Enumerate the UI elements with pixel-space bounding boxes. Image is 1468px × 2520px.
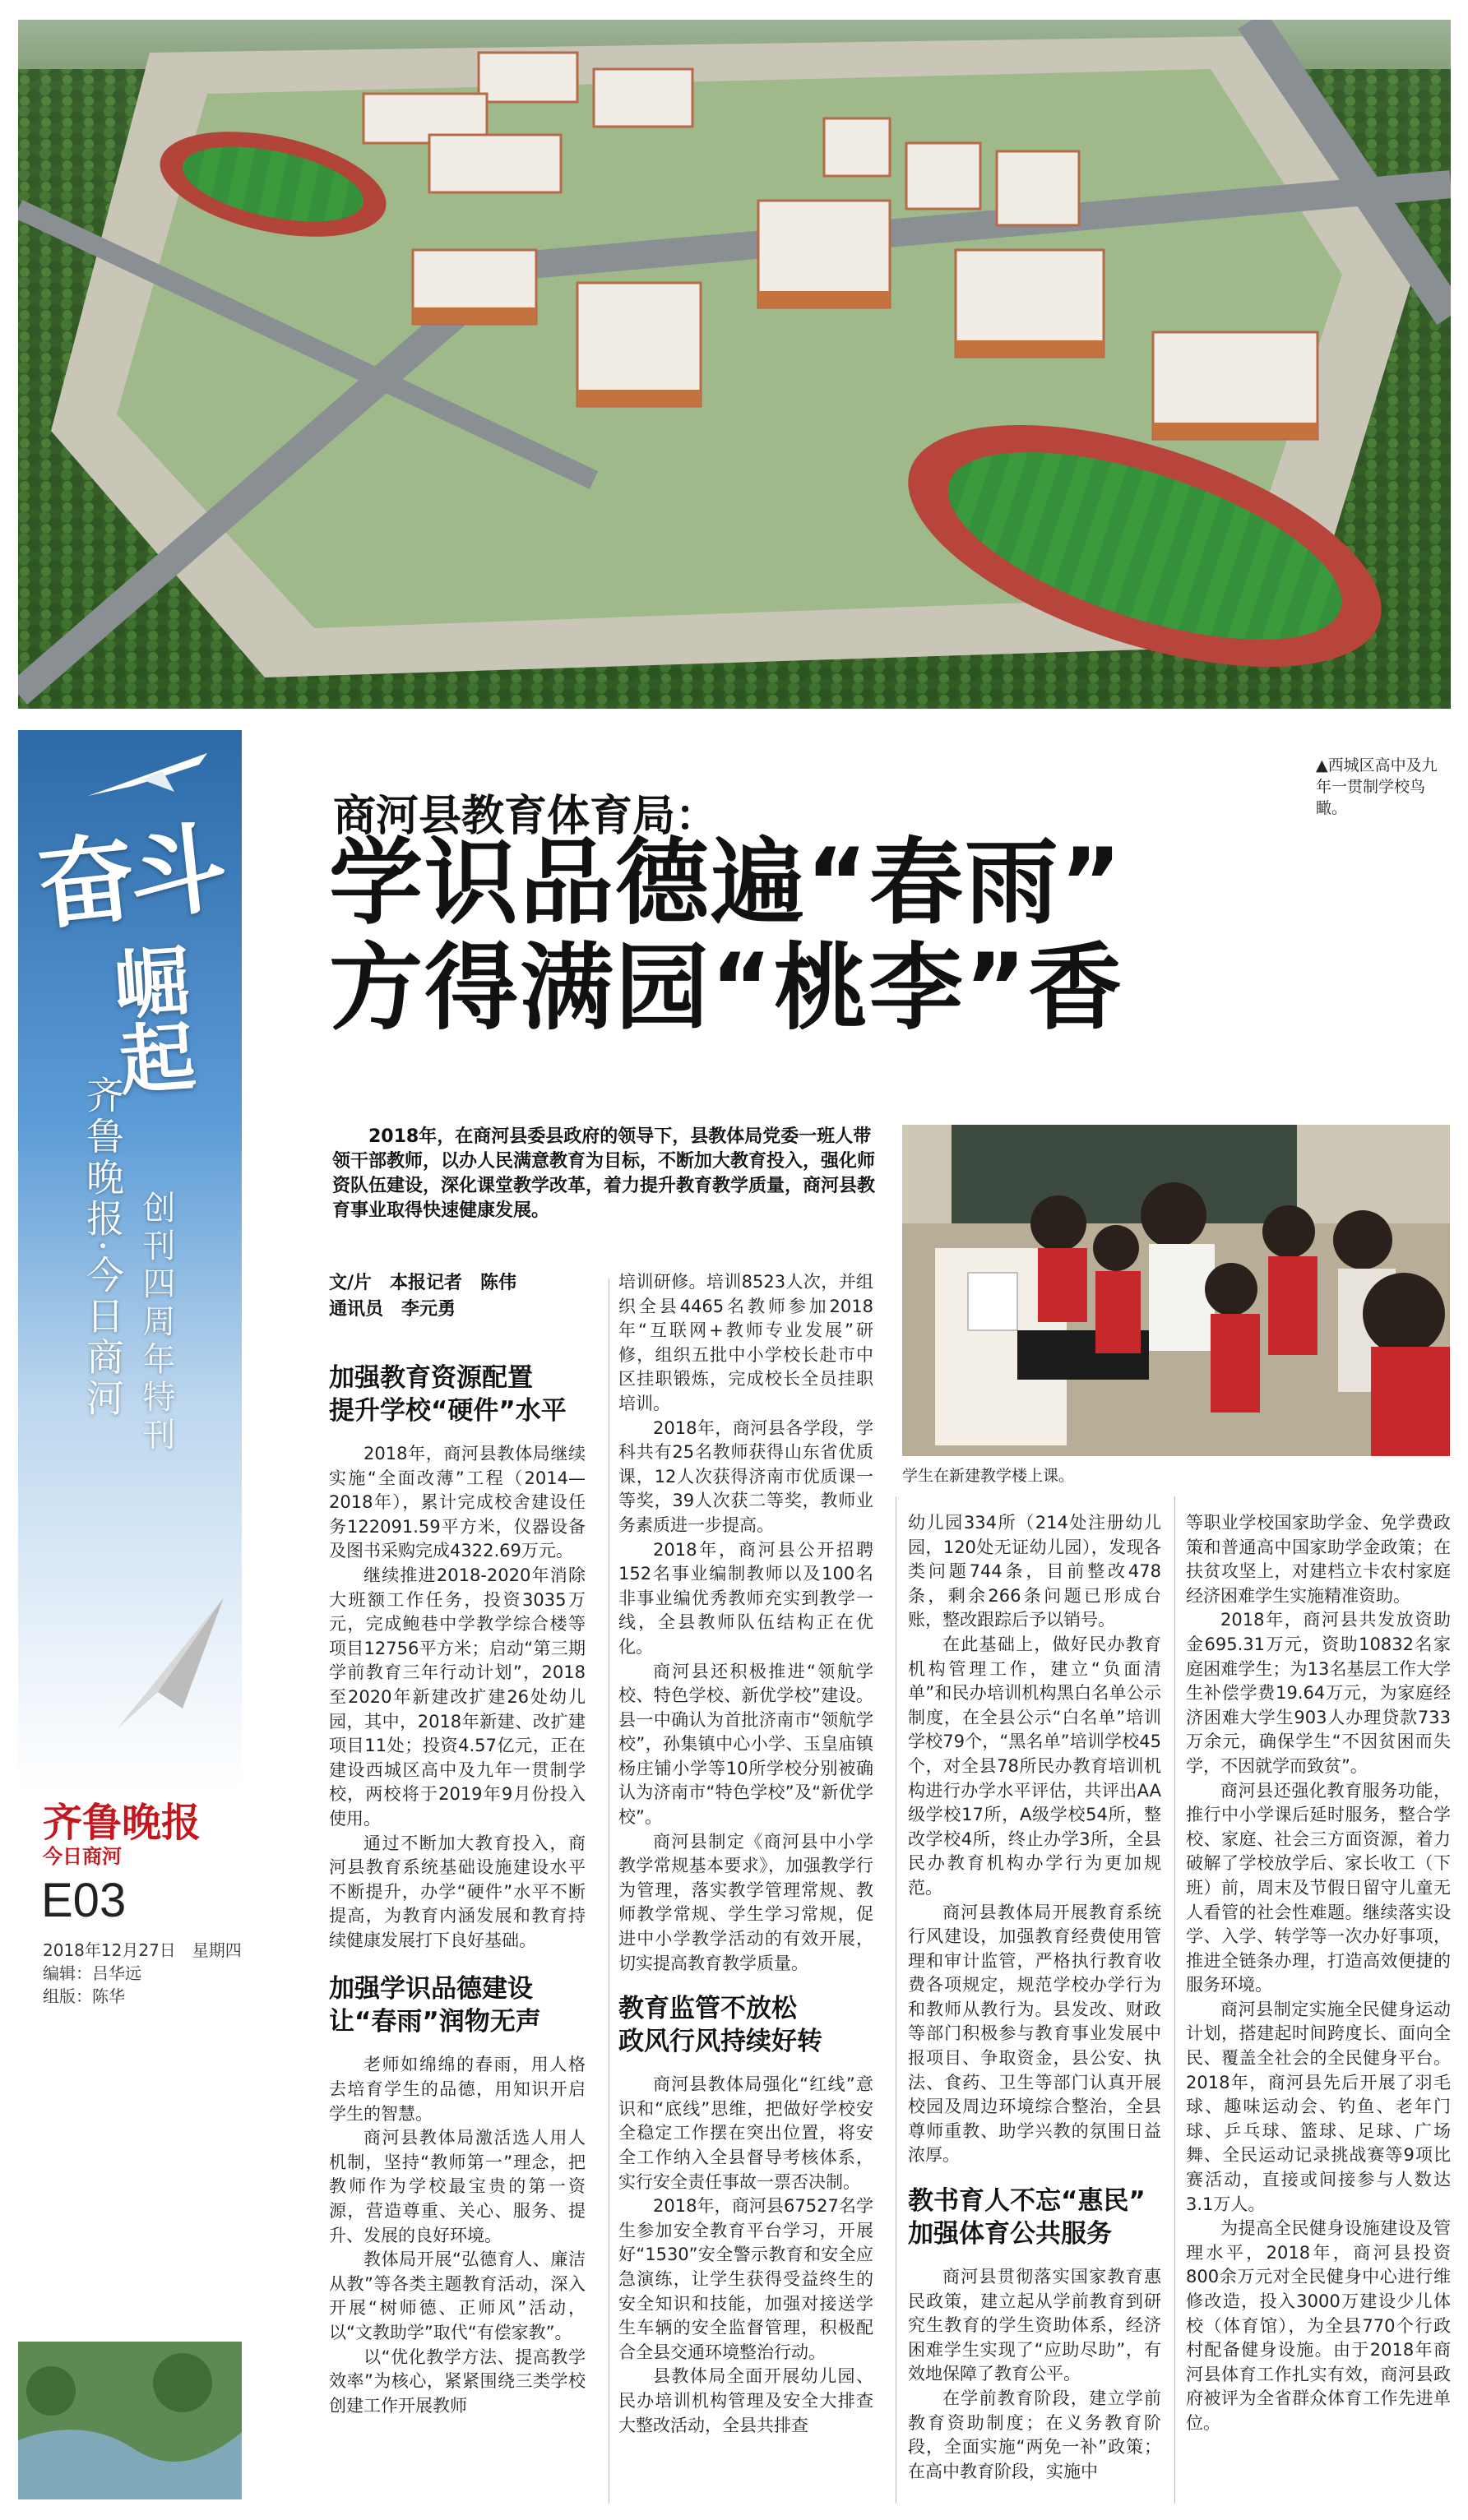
- paragraph: 培训研修。培训8523人次，并组织全县4465名教师参加2018年“互联网+教师专业发展”研修，组织五批中小学校长赴市中区挂职锻炼，完成校长全员挂职培训。: [618, 1272, 873, 1413]
- jet-icon: [84, 747, 215, 804]
- article-column-3: [908, 1511, 1161, 2484]
- paragraph: 商河县制定《商河县中小学教学常规基本要求》，加强教学行为管理，落实教学管理常规、教师教学常规、学生学习常规，促进中小学教学活动的有效开展，切实提高教育教学质量。: [618, 1831, 873, 1973]
- anniversary-vertical: 创刊四周年特刊: [137, 1191, 175, 1455]
- article-column-4: [1186, 1511, 1451, 2436]
- park-thumbnail: [18, 2342, 242, 2499]
- paragraph: 为提高全民健身设施建设及管理水平，2018年，商河县投资800余万元对全民健身中心进行维修改造，投入3000万建设少儿体校（体育馆），为全县770个行政村配备健身设施。由于2018年商河县体育工作扎实有效，商河县政府被评为全省群众体育工作先进单位。: [1186, 2218, 1451, 2433]
- column-rule: [1174, 1496, 1175, 2504]
- paragraph: 商河县教体局开展教育系统行风建设，加强教育经费使用管理和审计监管，严格执行教育收费各项规定，规范学校办学行为和教师从教行为。县发改、财政等部门积极参与教育事业发展中报项目、争取资金，县公安、执法、食药、卫生等部门认真开展校园及周边环境综合整治，全县尊师重教、助学兴教的氛围日益浓厚。: [908, 1902, 1161, 2166]
- subheading: 加强学识品德建设 让“春雨”润物无声: [329, 1974, 541, 2037]
- subheading: 教育监管不放松 政风行风持续好转: [618, 1994, 822, 2057]
- paragraph: 2018年，商河县67527名学生参加安全教育平台学习，开展好“1530”安全警示教育和安全应急演练，让学生获得受益终生的安全知识和技能，加强对接送学生车辆的安全监督管理，积极配合全县交通环境整治行动。: [618, 2196, 873, 2362]
- page-code: E03: [41, 1874, 127, 1927]
- paragraph: 以“优化教学方法、提高教学效率”为核心，紧紧围绕三类学校创建工作开展教师: [329, 2347, 586, 2416]
- paragraph: 老师如绵绵的春雨，用人格去培育学生的品德，用知识开启学生的智慧。: [329, 2055, 586, 2124]
- classroom-caption: 学生在新建教学楼上课。: [902, 1467, 1075, 1485]
- paragraph: 等职业学校国家助学金、免学费政策和普通高中国家助学金政策；在扶贫攻坚上，对建档立卡农村家庭经济困难学生实施精准资助。: [1186, 1513, 1451, 1606]
- paragraph: 在此基础上，做好民办教育机构管理工作，建立“负面清单”和民办培训机构黑白名单公示制度，在全县公示“白名单”培训学校79个，“黑名单”培训学校45个，对全县78所民办教育培训机构进行办学水平评估，共评出AA级学校17所，A级学校54所，整改学校4所，终止办学3所，全县民办教育机构办学行为更加规范。: [908, 1634, 1161, 1898]
- paper-plane-icon: [109, 1593, 232, 1733]
- paper-name-vertical: 齐鲁晚报·今日商河: [81, 1075, 125, 1420]
- paragraph: 县教体局全面开展幼儿园、民办培训机构管理及安全大排查大整改活动，全县共排查: [618, 2366, 873, 2435]
- paragraph: 2018年，商河县教体局继续实施“全面改薄”工程（2014—2018年），累计完成校舍建设任务122091.59平方米，仪器设备及图书采购完成4322.69万元。: [329, 1444, 586, 1561]
- slogan-second: 崛起: [111, 936, 198, 1107]
- paragraph: 商河县教体局激活选人用人机制，坚持“教师第一”理念，把教师作为学校最宝贵的第一资源，营造尊重、关心、服务、提升、发展的良好环境。: [329, 2128, 586, 2245]
- byline: [329, 1270, 516, 1323]
- paragraph: 商河县还积极推进“领航学校、特色学校、新优学校”建设。县一中确认为首批济南市“领航学校”，孙集镇中心小学、玉皇庙镇杨庄铺小学等10所学校分别被确认为济南市“特色学校”及“新优学校”。: [618, 1661, 873, 1828]
- paragraph: 教体局开展“弘德育人、廉洁从教”等各类主题教育活动，深入开展“树师德、正师风”活动，以“文教助学”取代“有偿家教”。: [329, 2250, 586, 2342]
- editor-credit: 编辑：吕华远: [43, 1963, 141, 1983]
- brand-subtitle: 今日商河: [43, 1845, 122, 1868]
- paragraph: 2018年，商河县各学段，学科共有25名教师获得山东省优质课，12人次获得济南市优质课一等奖，39人次获二等奖，教师业务素质进一步提高。: [618, 1417, 873, 1535]
- aerial-photo: [18, 20, 1451, 709]
- issue-date: 2018年12月27日 星期四: [43, 1940, 242, 1960]
- paragraph: 商河县还强化教育服务功能，推行中小学课后延时服务，整合学校、家庭、社会三方面资源，着力破解了学校放学后、家长收工（下班）前，周末及节假日留守儿童无人看管的社会性难题。继续落实设学、入学、转学等一次办好事项，推进全链条办理，打造高效便捷的服务环境。: [1186, 1780, 1451, 1995]
- byline-reporter: 文/片 本报记者 陈伟: [329, 1273, 517, 1293]
- subheading: 加强教育资源配置 提升学校“硬件”水平: [329, 1363, 567, 1426]
- page-meta: [43, 1939, 242, 2008]
- article-column-1: [329, 1357, 586, 2418]
- headline-line-2: 方得满园“桃李”香: [329, 933, 1123, 1043]
- paragraph: 2018年，商河县公开招聘152名事业编制教师以及100名非事业编优秀教师充实到教学一线，全县教师队伍结构正在优化。: [618, 1539, 873, 1657]
- byline-correspondent: 通讯员 李元勇: [329, 1299, 456, 1320]
- article-column-2: [618, 1270, 873, 2438]
- masthead-strip: [18, 730, 242, 2499]
- aerial-caption: ▲西城区高中及九年一贯制学校鸟瞰。: [1316, 756, 1438, 817]
- lead-paragraph: 2018年，在商河县委县政府的领导下，县教体局党委一班人带领干部教师，以办人民满意教育为目标，不断加大教育投入，强化师资队伍建设，深化课堂教学改革，着力提升教育教学质量，商河县教育事业取得快速健康发展。: [332, 1126, 876, 1221]
- brand-logo: 齐鲁晚报: [43, 1800, 201, 1846]
- paragraph: 商河县制定实施全民健身运动计划，搭建起时间跨度长、面向全民、覆盖全社会的全民健身平台。2018年，商河县先后开展了羽毛球、趣味运动会、钓鱼、老年门球、乒乓球、篮球、足球、广场舞、全民运动记录挑战赛等9项比赛活动，直接或间接参与人数达3.1万人。: [1186, 1999, 1451, 2214]
- headline-line-1: 学识品德遍“春雨”: [329, 828, 1123, 937]
- paragraph: 商河县贯彻落实国家教育惠民政策，建立起从学前教育到研究生教育的学生资助体系，经济困难学生实现了“应助尽助”，有效地保障了教育公平。: [908, 2267, 1161, 2384]
- paragraph: 2018年，商河县共发放资助金695.31万元，资助10832名家庭困难学生；为13名基层工作大学生补偿学费19.64万元，为家庭经济困难大学生903人办理贷款733万余元，确保学生“不因贫困而失学，不因就学而致贫”。: [1186, 1610, 1451, 1776]
- paragraph: 继续推进2018-2020年消除大班额工作任务，投资3035万元，完成鲍巷中学教学综合楼等项目12756平方米；启动“第三期学前教育三年行动计划”，2018至2020年新建改扩建26处幼儿园，其中，2018年新建、改扩建项目11处；投资4.57亿元，正在建设西城区高中及九年一贯制学校，两校将于2019年9月份投入使用。: [329, 1565, 586, 1829]
- subheading: 教书育人不忘“惠民” 加强体育公共服务: [908, 2186, 1146, 2250]
- classroom-photo: [902, 1125, 1450, 1456]
- paragraph: 通过不断加大教育投入，商河县教育系统基础设施建设水平不断提升，办学“硬件”水平不断提高，为教育内涵发展和教育持续健康发展打下良好基础。: [329, 1833, 586, 1950]
- paragraph: 幼儿园334所（214处注册幼儿园，120处无证幼儿园），发现各类问题744条，目前整改478条，剩余266条问题已形成台账，整改跟踪后予以销号。: [908, 1513, 1161, 1630]
- layout-credit: 组版：陈华: [43, 1986, 125, 2006]
- slogan-main: 奋斗: [32, 810, 228, 944]
- paragraph: 在学前教育阶段，建立学前教育资助制度；在义务教育阶段，全面实施“两免一补”政策；在高中教育阶段，实施中: [908, 2388, 1161, 2481]
- headline: [329, 830, 1123, 1041]
- kicker-title: 商河县教育体育局：: [333, 792, 719, 841]
- paragraph: 商河县教体局强化“红线”意识和“底线”思维，把做好学校安全稳定工作摆在突出位置，将安全工作纳入全县督导考核体系，实行安全责任事故一票否决制。: [618, 2074, 873, 2192]
